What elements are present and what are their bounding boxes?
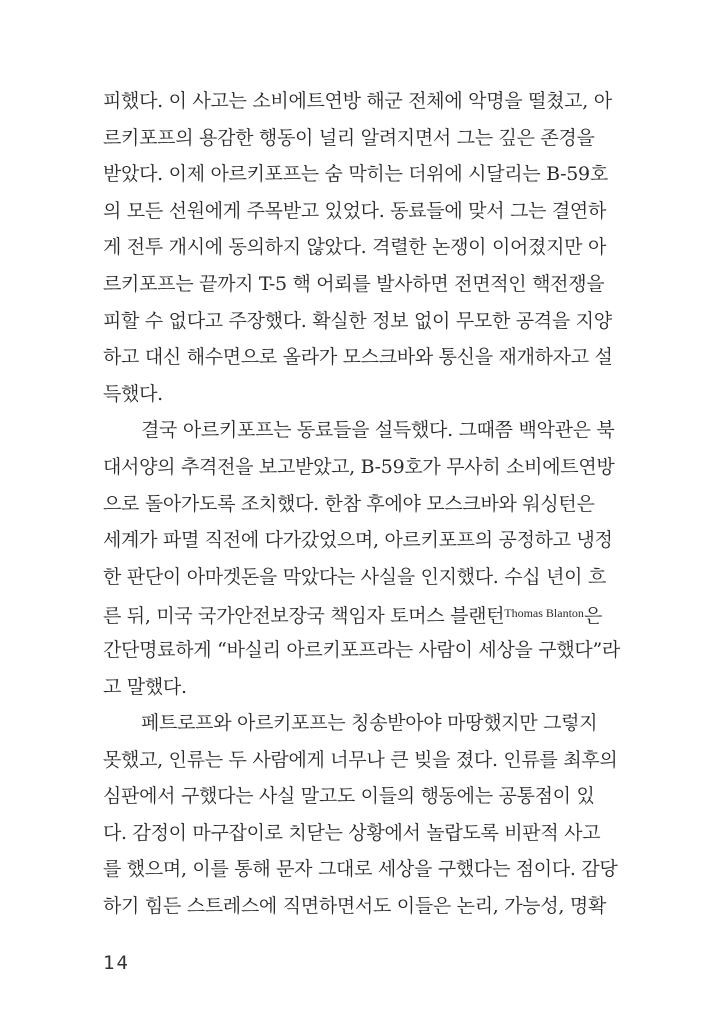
text-line: 하고 대신 해수면으로 올라가 모스크바와 통신을 재개하자고 설 (103, 346, 613, 369)
text-line: 못했고, 인류는 두 사람에게 너무나 큰 빚을 졌다. 인류를 최후의 (103, 748, 618, 771)
text-line: 의 모든 선원에게 주목받고 있었다. 동료들에 맞서 그는 결연하 (103, 199, 607, 222)
text-line: 대서양의 추격전을 보고받았고, B-59호가 무사히 소비에트연방 (103, 455, 615, 478)
paragraph-2 (103, 412, 620, 705)
text-segment: 른 뒤, 미국 국가안전보장국 책임자 토머스 블랜턴 (103, 605, 505, 628)
text-line: 세계가 파멸 직전에 다가갔었으며, 아르키포프의 공정하고 냉정 (103, 529, 613, 552)
text-line: 받았다. 이제 아르키포프는 숨 막히는 더위에 시달리는 B-59호 (103, 163, 608, 186)
original-name-annotation: Thomas Blanton (504, 606, 584, 621)
text-line: 심판에서 구했다는 사실 말고도 이들의 행동에는 공통점이 있 (103, 785, 595, 808)
text-line: 피했다. 이 사고는 소비에트연방 해군 전체에 악명을 떨쳤고, 아 (103, 90, 612, 112)
page-body-text (103, 83, 620, 925)
text-line: 페트로프와 아르키포프는 칭송받아야 마땅했지만 그렇지 (141, 712, 598, 735)
text-line: 피할 수 없다고 주장했다. 확실한 정보 없이 무모한 공격을 지양 (103, 309, 612, 332)
text-line: 득했다. (103, 382, 163, 405)
text-line: 르키포프는 끝까지 T-5 핵 어뢰를 발사하면 전면적인 핵전쟁을 (103, 272, 605, 295)
paragraph-3 (103, 705, 618, 925)
text-line: 고 말했다. (103, 675, 187, 698)
text-line: 결국 아르키포프는 동료들을 설득했다. 그때쯤 백악관은 북 (141, 419, 615, 442)
text-line: 간단명료하게 “바실리 아르키포프라는 사람이 세상을 구했다”라 (103, 638, 620, 661)
page-number: 14 (103, 952, 130, 974)
text-line: 하기 힘든 스트레스에 직면하면서도 이들은 논리, 가능성, 명확 (103, 895, 607, 918)
text-line: 르키포프의 용감한 행동이 널리 알려지면서 그는 깊은 존경을 (103, 126, 595, 149)
text-line: 를 했으며, 이를 통해 문자 그대로 세상을 구했다는 점이다. 감당 (103, 858, 618, 881)
text-line-with-annotation (103, 595, 602, 632)
text-segment: 은 (583, 605, 602, 628)
text-line: 게 전투 개시에 동의하지 않았다. 격렬한 논쟁이 이어졌지만 아 (103, 236, 607, 259)
paragraph-1 (103, 83, 613, 412)
text-line: 한 판단이 아마겟돈을 막았다는 사실을 인지했다. 수십 년이 흐 (103, 565, 607, 588)
text-line: 으로 돌아가도록 조치했다. 한참 후에야 모스크바와 워싱턴은 (103, 492, 595, 515)
text-line: 다. 감정이 마구잡이로 치닫는 상황에서 놀랍도록 비판적 사고 (103, 821, 601, 844)
